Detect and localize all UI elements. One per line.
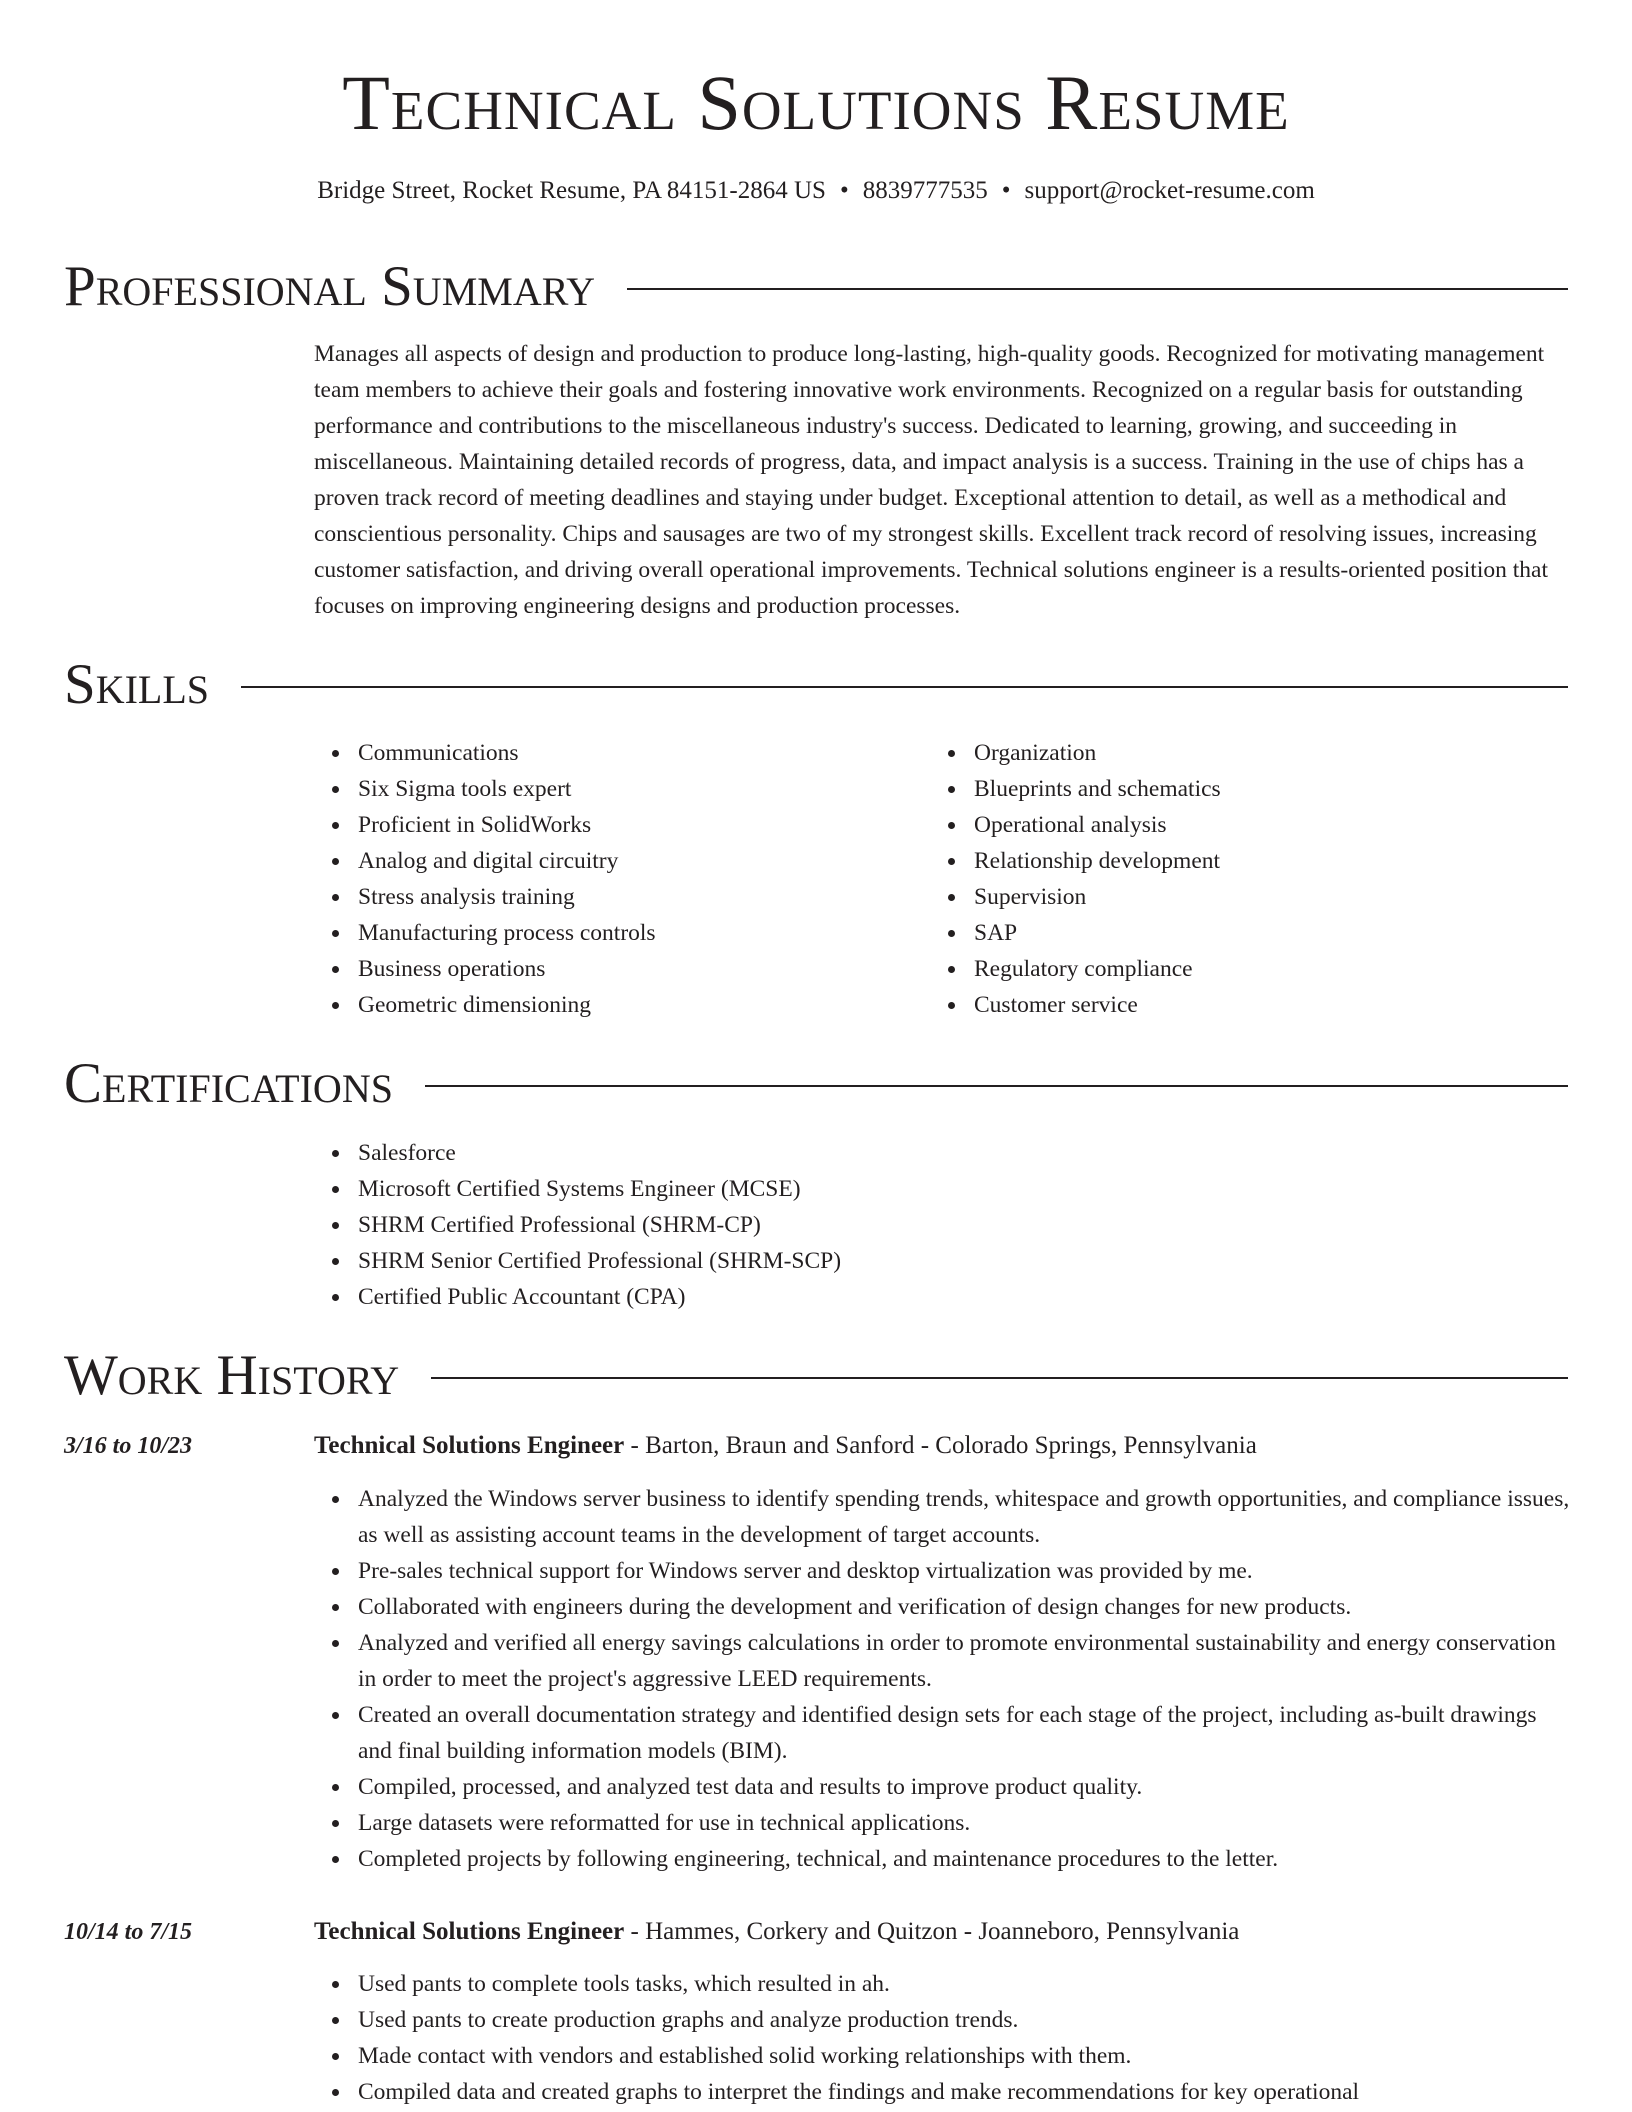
skill-item: Geometric dimensioning	[358, 987, 914, 1023]
job-bullet: Pre-sales technical support for Windows server and desktop virtualization was provided by me.	[358, 1553, 1570, 1589]
skill-item: Business operations	[358, 951, 914, 987]
job-heading	[314, 1914, 1239, 1950]
skill-item: Supervision	[974, 879, 1570, 915]
contact-line	[0, 174, 1632, 208]
skill-item: Proficient in SolidWorks	[358, 807, 914, 843]
heading-rule	[431, 1377, 1568, 1379]
skill-item: Stress analysis training	[358, 879, 914, 915]
job-title: Technical Solutions Engineer	[314, 1918, 625, 1945]
skill-item: Operational analysis	[974, 807, 1570, 843]
job-employer: - Barton, Braun and Sanford - Colorado Springs, Pennsylvania	[624, 1432, 1257, 1459]
contact-address: Bridge Street, Rocket Resume, PA 84151-2864 US	[317, 177, 826, 204]
job-dates: 3/16 to 10/23	[64, 1433, 193, 1459]
job-employer: - Hammes, Corkery and Quitzon - Joanneboro, Pennsylvania	[624, 1918, 1240, 1945]
work-history-section-heading	[64, 1341, 1568, 1411]
job-bullet: Analyzed the Windows server business to identify spending trends, whitespace and growth opportunities, and compliance issues, as well as assisting account teams in the development of target accounts.	[358, 1481, 1570, 1553]
skill-item: Blueprints and schematics	[974, 771, 1570, 807]
job-bullet: Large datasets were reformatted for use in technical applications.	[358, 1805, 1570, 1841]
job-bullet: Used pants to create production graphs and analyze production trends.	[358, 2002, 1570, 2038]
skill-item: Customer service	[974, 987, 1570, 1023]
heading-rule	[241, 686, 1568, 688]
certification-item: Microsoft Certified Systems Engineer (MCSE)	[358, 1171, 841, 1207]
job-title: Technical Solutions Engineer	[314, 1432, 625, 1459]
skills-right-column	[930, 735, 1570, 1023]
heading-rule	[627, 288, 1568, 290]
job-dates: 10/14 to 7/15	[64, 1919, 193, 1945]
skill-item: Manufacturing process controls	[358, 915, 914, 951]
job-heading	[314, 1428, 1257, 1464]
skill-item: Organization	[974, 735, 1570, 771]
skills-left-column	[314, 735, 914, 1023]
skill-item: Analog and digital circuitry	[358, 843, 914, 879]
skills-section-heading	[64, 650, 1568, 720]
skills-heading: Skills	[64, 653, 210, 716]
certification-item: SHRM Senior Certified Professional (SHRM-SCP)	[358, 1243, 841, 1279]
job-bullet: Created an overall documentation strategy and identified design sets for each stage of the project, including as-built drawings and final building information models (BIM).	[358, 1697, 1570, 1769]
skill-item: Six Sigma tools expert	[358, 771, 914, 807]
certifications-list	[314, 1135, 841, 1315]
summary-text: Manages all aspects of design and production to produce long-lasting, high-quality goods. Recognized for motivating management team members to achieve their goals and fostering innovative work environments. Recognized on a regular basis for outstanding performance and contributions to the miscellaneous industry's success. Dedicated to learning, growing, and succeeding in miscellaneous. Maintaining detailed records of progress, data, and impact analysis is a success. Training in the use of chips has a proven track record of meeting deadlines and staying under budget. Exceptional attention to detail, as well as a methodical and conscientious personality. Chips and sausages are two of my strongest skills. Excellent track record of resolving issues, increasing customer satisfaction, and driving overall operational improvements. Technical solutions engineer is a results-oriented position that focuses on improving engineering designs and production processes.	[314, 341, 1548, 619]
job-bullet: Collaborated with engineers during the development and verification of design changes for new products.	[358, 1589, 1570, 1625]
job-bullet: Completed projects by following engineering, technical, and maintenance procedures to the letter.	[358, 1841, 1570, 1877]
contact-email: support@rocket-resume.com	[1024, 177, 1315, 204]
skill-item: Regulatory compliance	[974, 951, 1570, 987]
certifications-heading: Certifications	[64, 1052, 393, 1115]
skill-item: SAP	[974, 915, 1570, 951]
job-bullet: Compiled, processed, and analyzed test data and results to improve product quality.	[358, 1769, 1570, 1805]
job-bullet: Made contact with vendors and established solid working relationships with them.	[358, 2038, 1570, 2074]
heading-rule	[425, 1085, 1568, 1087]
certifications-section-heading	[64, 1049, 1568, 1119]
contact-separator: •	[1001, 177, 1011, 204]
certification-item: SHRM Certified Professional (SHRM-CP)	[358, 1207, 841, 1243]
contact-separator: •	[839, 177, 849, 204]
work-history-heading: Work History	[64, 1344, 400, 1407]
skill-item: Relationship development	[974, 843, 1570, 879]
job-bullet: Compiled data and created graphs to interpret the findings and make recommendations for key operational	[358, 2074, 1570, 2110]
job-bullets	[314, 1966, 1570, 2110]
resume-title: Technical Solutions Resume	[342, 59, 1290, 146]
job-bullet: Analyzed and verified all energy savings calculations in order to promote environmental sustainability and energy conservation in order to meet the project's aggressive LEED requirements.	[358, 1625, 1570, 1697]
job-bullet: Used pants to complete tools tasks, which resulted in ah.	[358, 1966, 1570, 2002]
contact-phone: 8839777535	[862, 177, 988, 204]
job-bullets	[314, 1481, 1570, 1877]
certification-item: Salesforce	[358, 1135, 841, 1171]
skill-item: Communications	[358, 735, 914, 771]
summary-section-heading	[64, 252, 1568, 322]
summary-heading: Professional Summary	[64, 255, 596, 318]
certification-item: Certified Public Accountant (CPA)	[358, 1279, 841, 1315]
